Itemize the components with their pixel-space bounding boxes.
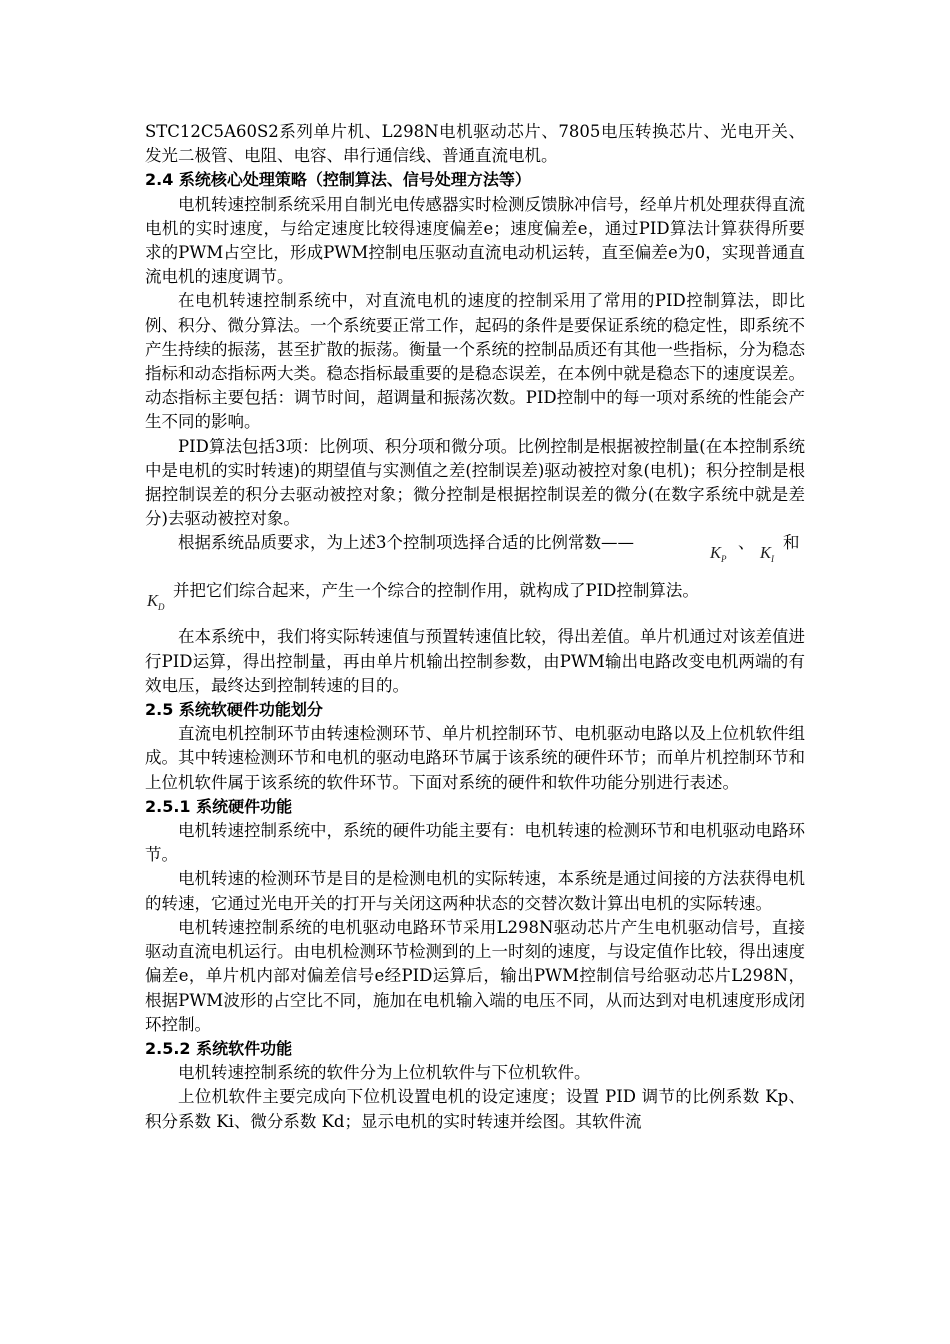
paragraph-sw-functions: 电机转速控制系统的软件分为上位机软件与下位机软件。 bbox=[178, 1063, 591, 1083]
paragraph-pid-terms: PID算法包括3项：比例项、积分项和微分项。比例控制是根据被控制量(在本控制系统中是电机的实时转速)的期望值与实测值之差(控制误差)驱动被控对象(电机)；积分控制是根据控制误差的积分去驱动被控对象；微分控制是根据控制误差的微分(在数字系统中就是差分)去驱动被控对象。 bbox=[145, 436, 805, 529]
separator: 、 bbox=[738, 533, 755, 553]
constants-text: 根据系统品质要求，为上述3个控制项选择合适的比例常数—— bbox=[178, 533, 634, 553]
paragraph-pid-intro: 在电机转速控制系统中，对直流电机的速度的控制采用了常用的PID控制算法，即比例、积分、微分算法。一个系统要正常工作，起码的条件是要保证系统的稳定性，即系统不产生持续的振荡，甚至扩散的振荡。衡量一个系统的控制品质还有其他一些指标，分为稳态指标和动态指标两大类。稳态指标最重要的是稳态误差，在本例中就是稳态下的速度误差。动态指标主要包括：调节时间，超调量和振荡次数。PID控制中的每一项对系统的性能会产生不同的影响。 bbox=[145, 291, 805, 432]
kp-symbol: $K_P$ bbox=[710, 543, 727, 565]
and-text: 和 bbox=[783, 533, 800, 553]
ki-symbol: $K_I$ bbox=[760, 543, 775, 565]
paragraph-system-overview: 电机转速控制系统采用自制光电传感器实时检测反馈脉冲信号，经单片机处理获得直流电机的实时速度，与给定速度比较得速度偏差e；速度偏差e，通过PID算法计算获得所要求的PWM占空比，形成PWM控制电压驱动直流电动机运转，直至偏差e为0，实现普通直流电机的速度调节。 bbox=[145, 194, 805, 287]
paragraph-hw-sw-division: 直流电机控制环节由转速检测环节、单片机控制环节、电机驱动电路以及上位机软件组成。其中转速检测环节和电机的驱动电路环节属于该系统的硬件环节；而单片机控制环节和上位机软件属于该系统的软件环节。下面对系统的硬件和软件功能分别进行表述。 bbox=[145, 724, 805, 792]
paragraph-hw-functions: 电机转速控制系统中，系统的硬件功能主要有：电机转速的检测环节和电机驱动电路环节。 bbox=[145, 821, 805, 865]
paragraph-system-pid: 在本系统中，我们将实际转速值与预置转速值比较，得出差值。单片机通过对该差值进行PID运算，得出控制量，再由单片机输出控制参数，由PWM输出电路改变电机两端的有效电压，最终达到控制转速的目的。 bbox=[145, 627, 805, 695]
heading-2-5: 2.5 系统软硬件功能划分 bbox=[145, 700, 323, 720]
constants-cont-text: 并把它们综合起来，产生一个综合的控制作用，就构成了PID控制算法。 bbox=[173, 581, 699, 601]
heading-2-5-1: 2.5.1 系统硬件功能 bbox=[145, 796, 293, 816]
paragraph-constants-cont bbox=[145, 579, 805, 625]
heading-2-5-2: 2.5.2 系统软件功能 bbox=[145, 1038, 293, 1058]
document-body bbox=[145, 120, 805, 1134]
paragraph-motor-driver: 电机转速控制系统的电机驱动电路环节采用L298N驱动芯片产生电机驱动信号，直接驱动直流电机运行。由电机检测环节检测到的上一时刻的速度，与设定值作比较，得出速度偏差e，单片机内部对偏差信号e经PID运算后，输出PWM控制信号给驱动芯片L298N，根据PWM波形的占空比不同，施加在电机输入端的电压不同，从而达到对电机速度形成闭环控制。 bbox=[145, 917, 805, 1034]
paragraph-host-software: 上位机软件主要完成向下位机设置电机的设定速度；设置 PID 调节的比例系数 Kp、积分系数 Ki、微分系数 Kd；显示电机的实时转速并绘图。其软件流 bbox=[145, 1087, 805, 1131]
paragraph-constants-line bbox=[145, 531, 805, 579]
paragraph-speed-detection: 电机转速的检测环节是目的是检测电机的实际转速，本系统是通过间接的方法获得电机的转速，它通过光电开关的打开与关闭这两种状态的交替次数计算出电机的实际转速。 bbox=[145, 869, 805, 913]
kd-symbol: $K_D$ bbox=[147, 591, 165, 613]
heading-2-4: 2.4 系统核心处理策略（控制算法、信号处理方法等） bbox=[145, 170, 531, 190]
paragraph-components: STC12C5A60S2系列单片机、L298N电机驱动芯片、7805电压转换芯片、光电开关、发光二极管、电阻、电容、串行通信线、普通直流电机。 bbox=[145, 122, 805, 166]
